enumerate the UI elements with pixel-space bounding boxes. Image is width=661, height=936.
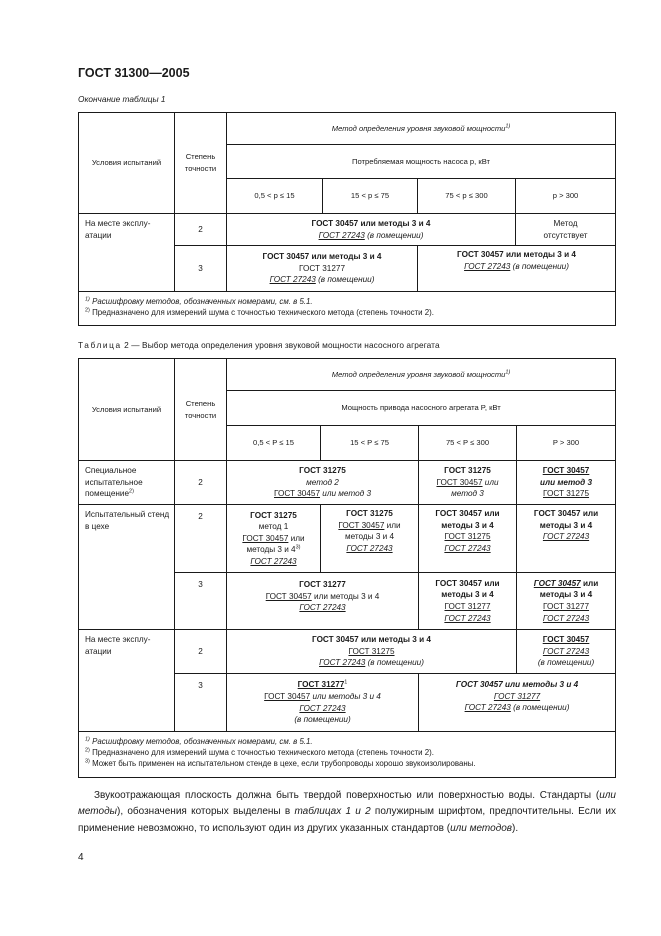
table1-caption: Окончание таблицы 1 [78,94,166,104]
t2-header-degree: Степень точности [175,359,227,461]
t1-cell-site-3-b: ГОСТ 30457 или методы 3 и 4 ГОСТ 27243 (в помещении) [418,246,616,292]
t2-note-2: $^{2)}$ Предназначено для измерений шума с точностью технического метода (степень точности 2). [85,747,434,757]
t2-range-4: P > 300 [517,426,616,461]
table-1 [78,112,616,326]
t2-stand-2-a: ГОСТ 31275 метод 1 ГОСТ 30457 или методы 3 и 4$^{3)}$ ГОСТ 27243 [227,505,321,573]
document-header: ГОСТ 31300—2005 [78,66,190,80]
t2-special-c: ГОСТ 31275 ГОСТ 30457 или метод 3 [419,461,517,505]
t1-header-method: Метод определения уровня звуковой мощности$^{1)}$ [227,113,616,145]
t2-note-1: $^{1)}$ Расшифровку методов, обозначенных номерами, см. в 5.1. [85,736,313,746]
t2-stand-degree-3: 3 [175,573,227,630]
t1-cell-site-2-last: Метод отсутствует [516,214,616,246]
t1-range-2: 15 < p ≤ 75 [323,179,418,214]
t2-notes [79,732,616,778]
t2-special-degree: 2 [175,461,227,505]
t1-notes [79,292,616,326]
t1-header-conditions: Условия испытаний [79,113,175,214]
t2-site-2-abc: ГОСТ 30457 или методы 3 и 4 ГОСТ 31275 ГОСТ 27243 (в помещении) [227,630,517,674]
t1-cell-site-2-main: ГОСТ 30457 или методы 3 и 4 ГОСТ 27243 (в помещении) [227,214,516,246]
t2-header-method: Метод определения уровня звуковой мощности$^{1)}$ [227,359,616,391]
t2-stand-3-c: ГОСТ 30457 или методы 3 и 4 ГОСТ 31277 ГОСТ 27243 [419,573,517,630]
t1-degree-3: 3 [175,246,227,292]
t1-range-3: 75 < p ≤ 300 [418,179,516,214]
t2-stand-3-d: ГОСТ 30457 или методы 3 и 4 ГОСТ 31277 ГОСТ 27243 [517,573,616,630]
body-paragraph: Звукоотражающая плоскость должна быть твердой поверхностью или поверхностью воды. Стандарты (или методы), обозначения которых выделены в таблицах 1 и 2 полужирным шрифтом, предпочтительны. Если их применение невозможно, то используют один из других указанных стандартов (или методов). [78,790,617,834]
t2-range-1: 0,5 < P ≤ 15 [227,426,321,461]
t2-stand-2-c: ГОСТ 30457 или методы 3 и 4 ГОСТ 31275 ГОСТ 27243 [419,505,517,573]
t2-site-2-d: ГОСТ 30457 ГОСТ 27243 (в помещении) [517,630,616,674]
t2-site-3-ab: ГОСТ 31277$^1$ ГОСТ 30457 или методы 3 и 4 ГОСТ 27243 (в помещении) [227,674,419,732]
table-2 [78,358,616,778]
t2-header-power: Мощность привода насосного агрегата P, кВт [227,391,616,426]
t2-stand-2-d: ГОСТ 30457 или методы 3 и 4 ГОСТ 27243 [517,505,616,573]
t2-range-3: 75 < P ≤ 300 [419,426,517,461]
page-number: 4 [78,852,84,863]
t1-condition-site: На месте эксплу-атации [79,214,175,292]
t1-header-degree: Степень точности [175,113,227,214]
t2-stand-3-ab: ГОСТ 31277 ГОСТ 30457 или методы 3 и 4 ГОСТ 27243 [227,573,419,630]
t2-site-degree-2: 2 [175,630,227,674]
t1-degree-2: 2 [175,214,227,246]
t1-header-power: Потребляемая мощность насоса p, кВт [227,145,616,179]
t2-site-3-cd: ГОСТ 30457 или методы 3 и 4 ГОСТ 31277 ГОСТ 27243 (в помещении) [419,674,616,732]
t1-cell-site-3-a: ГОСТ 30457 или методы 3 и 4 ГОСТ 31277 ГОСТ 27243 (в помещении) [227,246,418,292]
t2-condition-special: Специальное испытательное помещение$^{2)}$ [79,461,175,505]
t1-range-4: p > 300 [516,179,616,214]
t2-range-2: 15 < P ≤ 75 [321,426,419,461]
t2-special-d: ГОСТ 30457 или метод 3 ГОСТ 31275 [517,461,616,505]
t2-stand-degree-2: 2 [175,505,227,573]
t1-note-2: $^{2)}$ Предназначено для измерений шума с точностью технического метода (степень точности 2). [85,307,434,317]
t1-range-1: 0,5 < p ≤ 15 [227,179,323,214]
t1-note-1: $^{1)}$ Расшифровку методов, обозначенных номерами, см. в 5.1. [85,296,313,306]
t2-header-conditions: Условия испытаний [79,359,175,461]
t2-site-degree-3: 3 [175,674,227,732]
t2-special-ab: ГОСТ 31275 метод 2 ГОСТ 30457 или метод 3 [227,461,419,505]
t2-stand-2-b: ГОСТ 31275 ГОСТ 30457 или методы 3 и 4 ГОСТ 27243 [321,505,419,573]
t2-condition-site: На месте эксплу-атации [79,630,175,732]
t2-condition-stand: Испытательный стенд в цехе [79,505,175,630]
t2-note-3: $^{3)}$ Может быть применен на испытательном стенде в цехе, если трубопроводы хорошо звукоизолированы. [85,758,476,768]
table2-caption: Таблица 2 — Выбор метода определения уровня звуковой мощности насосного агрегата [78,340,440,350]
